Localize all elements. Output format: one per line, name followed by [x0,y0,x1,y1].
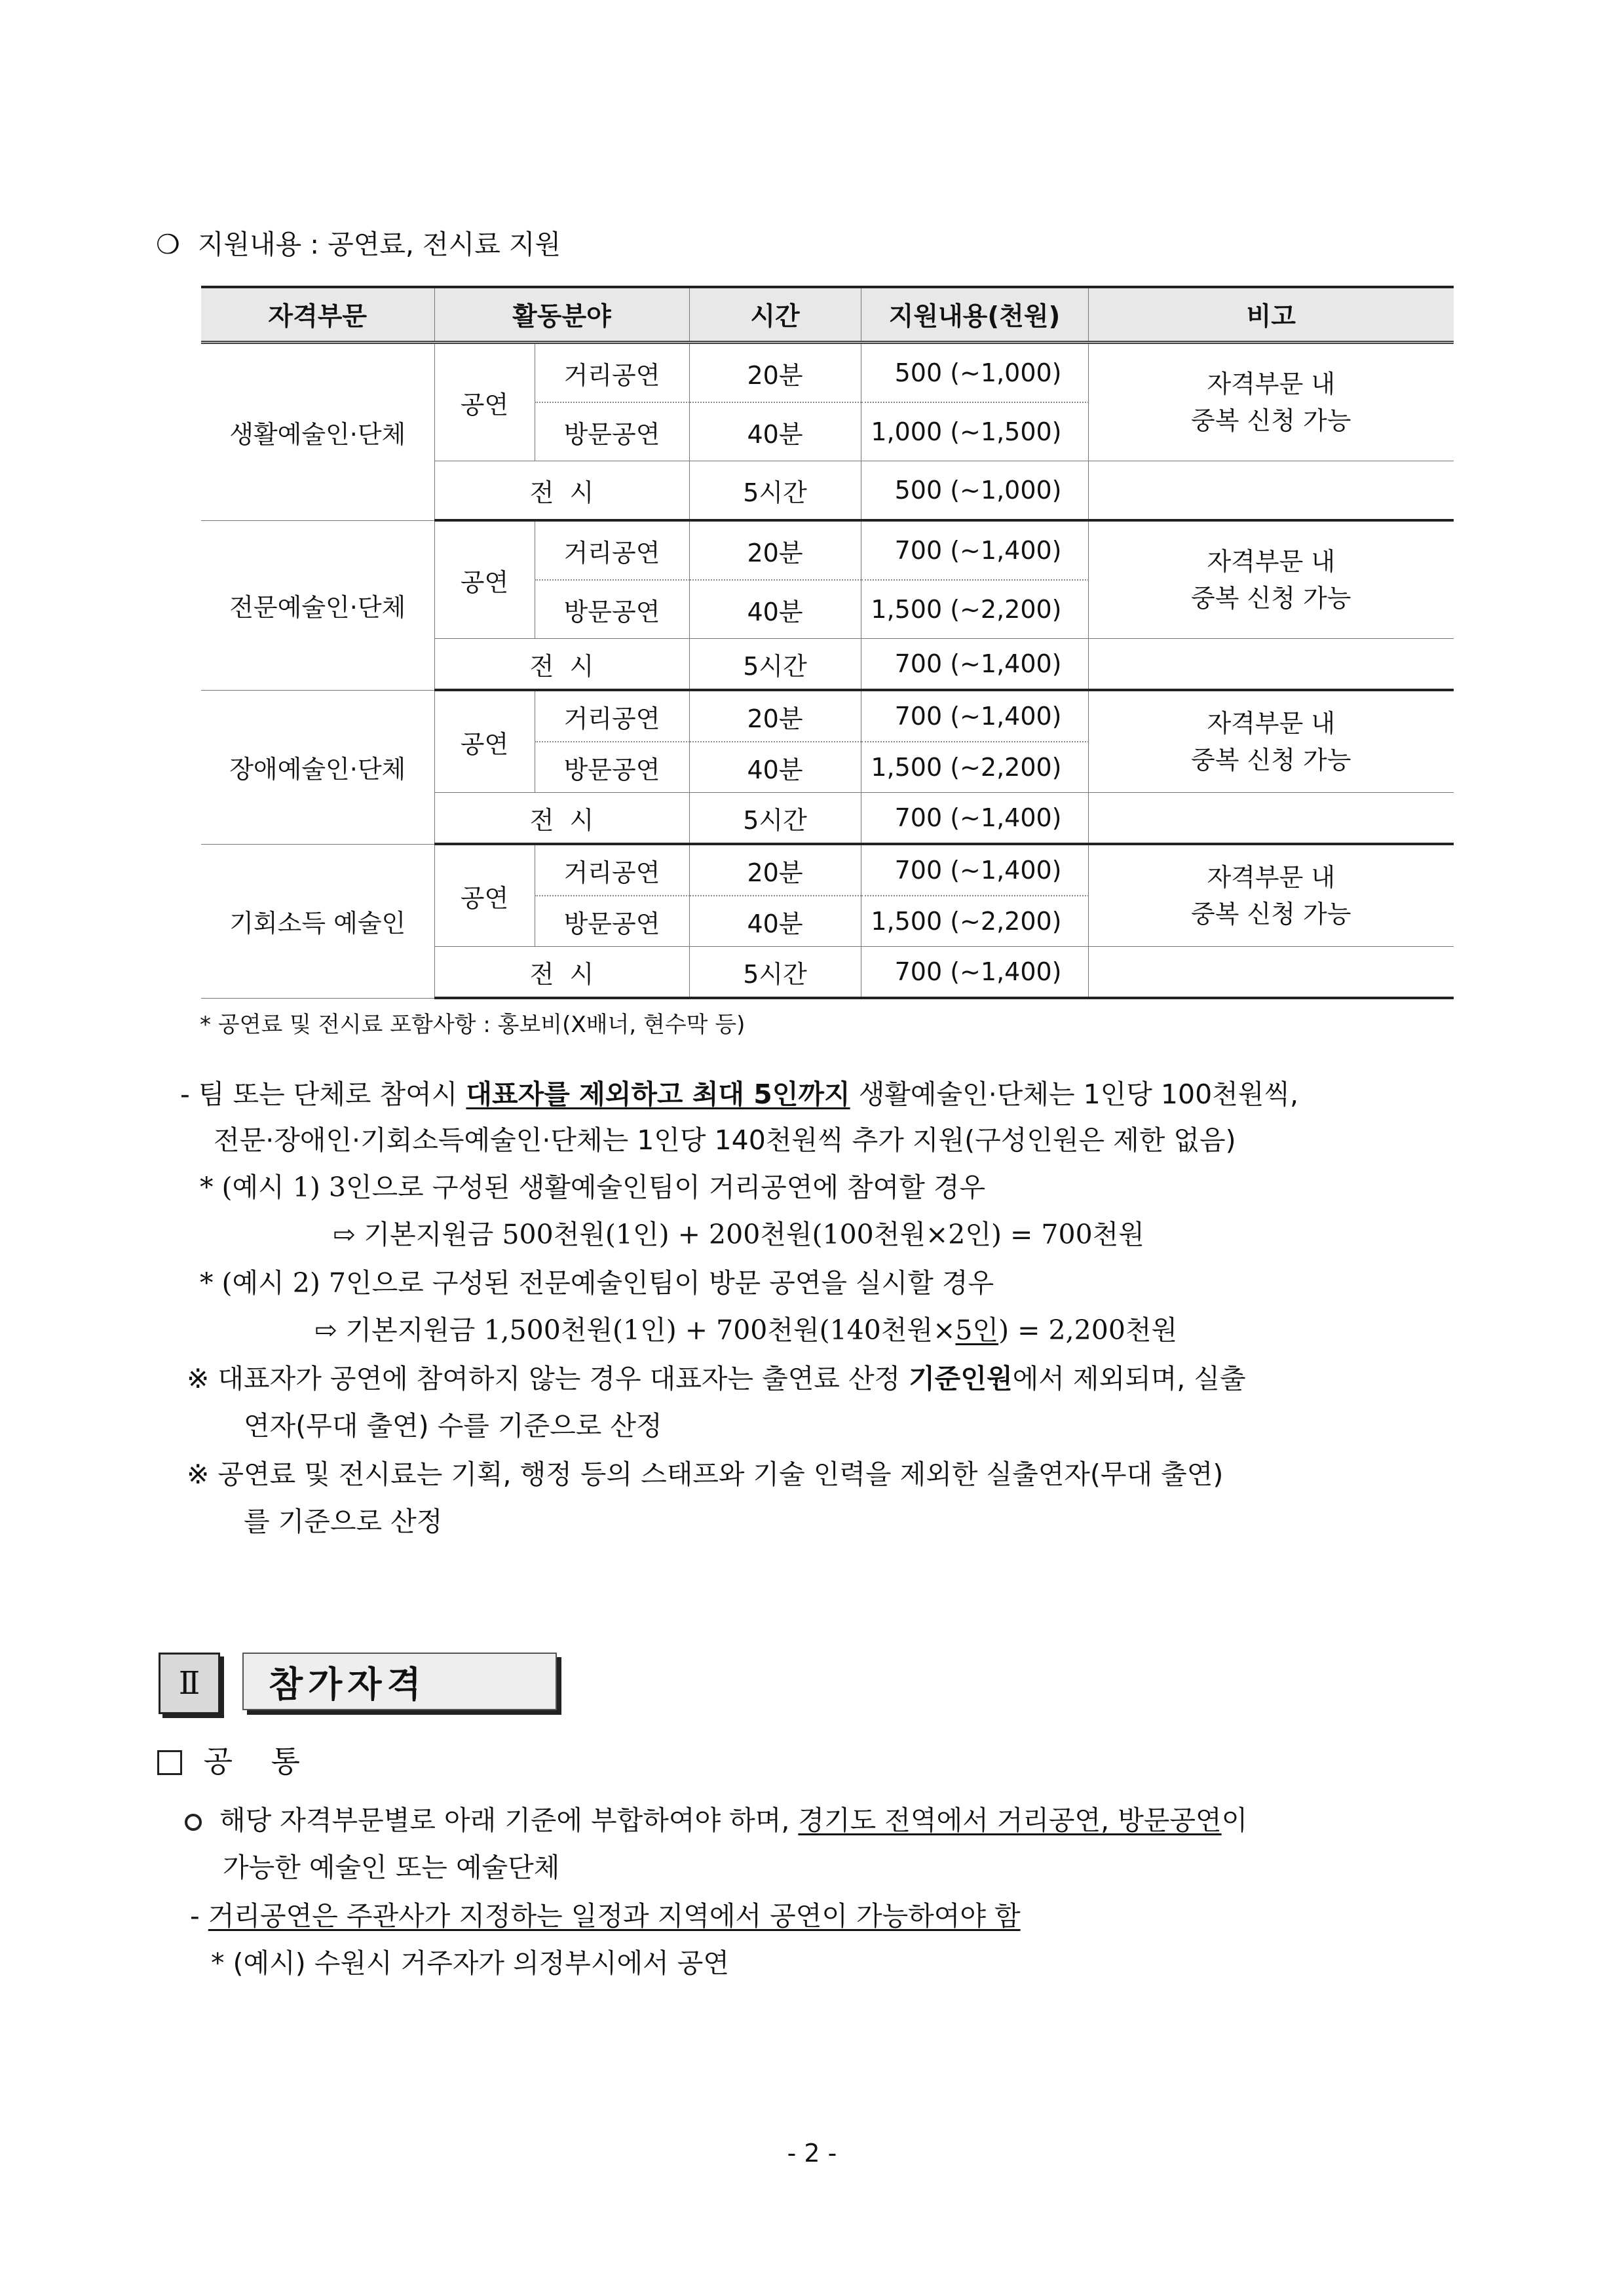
time-cell: 40분 [689,896,861,947]
note-line: 중복 신청 가능 [1191,900,1351,928]
note-cell [1088,844,1454,947]
note-line: 자격부문 내 [1207,863,1336,892]
note-2-line-1: ※ 공연료 및 전시료는 기획, 행정 등의 스태프와 기술 인력을 제외한 실출연자(무대 출연) [187,1459,1224,1490]
note-line: 중복 신청 가능 [1191,406,1351,435]
time-cell: 5시간 [689,639,861,691]
note-empty-cell [1088,461,1454,521]
activity-cell: 거리공연 [535,844,689,896]
activity-cell: 방문공연 [535,896,689,947]
common-item-1-line-2: 가능한 예술인 또는 예술단체 [223,1852,560,1883]
time-cell: 5시간 [689,793,861,845]
category-cell: 전문예술인·단체 [201,520,434,690]
activity-cell: 방문공연 [535,402,689,461]
activity-cell: 거리공연 [535,690,689,742]
activity-cell: 거리공연 [535,343,689,403]
amount-cell: 1,500 (~2,200) [861,742,1088,793]
note-1-line-1 [187,1360,1246,1397]
amount-cell: 500 (~1,000) [861,461,1088,521]
item1-pre: 해당 자격부문별로 아래 기준에 부합하여야 하며, [219,1805,799,1836]
note-cell [1088,520,1454,639]
common-label: 공 통 [203,1744,300,1779]
note-line: 자격부문 내 [1207,547,1336,576]
activity-cell: 방문공연 [535,580,689,639]
time-cell: 20분 [689,690,861,742]
amount-cell: 500 (~1,000) [861,343,1088,403]
note-empty-cell [1088,639,1454,691]
intro-text: 지원내용 : 공연료, 전시료 지원 [197,229,561,260]
exhibit-cell: 전 시 [434,793,689,845]
header-amount: 지원내용(천원) [861,287,1088,343]
amount-cell: 700 (~1,400) [861,844,1088,896]
team-emphasis: 대표자를 제외하고 최대 5인까지 [466,1079,850,1110]
activity-cell: 거리공연 [535,520,689,580]
example-1-calc: ⇨ 기본지원금 500천원(1인) + 200천원(100천원×2인) = 700천원 [333,1219,1144,1250]
intro-line [156,226,561,263]
item1-underlined: 경기도 전역에서 거리공연, 방문공연 [798,1805,1222,1836]
amount-cell: 700 (~1,400) [861,520,1088,580]
amount-cell: 700 (~1,400) [861,947,1088,999]
activity-cell: 방문공연 [535,742,689,793]
category-cell: 장애예술인·단체 [201,690,434,844]
checkbox-icon [157,1750,182,1775]
amount-cell: 1,500 (~2,200) [861,896,1088,947]
category-cell: 기회소득 예술인 [201,844,434,998]
table-footnote: * 공연료 및 전시료 포함사항 : 홍보비(X배너, 현수막 등) [200,1012,746,1038]
table-row [201,690,1454,742]
calc-pre: ⇨ 기본지원금 1,500천원(1인) + 700천원(140천원× [314,1314,956,1346]
team-suffix: 생활예술인·단체는 1인당 100천원씩, [850,1079,1299,1110]
exhibit-cell: 전 시 [434,947,689,999]
note-line: 자격부문 내 [1207,709,1336,738]
perform-label-cell: 공연 [434,690,535,793]
note-2-line-2: 를 기준으로 산정 [244,1506,443,1537]
note-1-line-2: 연자(무대 출연) 수를 기준으로 산정 [244,1410,662,1442]
common-item-2 [190,1898,1021,1934]
intro-bullet-icon: ❍ [156,229,180,260]
note1-pre: ※ 대표자가 공연에 참여하지 않는 경우 대표자는 출연료 산정 [187,1363,909,1394]
note-empty-cell [1088,793,1454,845]
page-number: - 2 - [787,2139,837,2168]
calc-underlined: 5인 [955,1314,999,1346]
note-line: 중복 신청 가능 [1191,746,1351,775]
header-category: 자격부문 [201,287,434,343]
time-cell: 40분 [689,402,861,461]
team-line-2: 전문·장애인·기회소득예술인·단체는 1인당 140천원씩 추가 지원(구성인원은 제한 없음) [214,1124,1236,1156]
time-cell: 20분 [689,844,861,896]
note1-bold: 기준인원 [909,1363,1013,1394]
amount-cell: 700 (~1,400) [861,690,1088,742]
item2-underlined: 거리공연은 주관사가 지정하는 일정과 지역에서 공연이 가능하여야 함 [208,1900,1021,1932]
section-title: 참가자격 [242,1653,557,1710]
exhibit-cell: 전 시 [434,639,689,691]
amount-cell: 700 (~1,400) [861,793,1088,845]
example-2: * (예시 2) 7인으로 구성된 전문예술인팀이 방문 공연을 실시할 경우 [200,1267,994,1299]
perform-label-cell: 공연 [434,343,535,461]
note-line: 자격부문 내 [1207,370,1336,398]
note-empty-cell [1088,947,1454,999]
note-line: 중복 신청 가능 [1191,584,1351,613]
time-cell: 40분 [689,580,861,639]
table-row [201,844,1454,896]
perform-label-cell: 공연 [434,844,535,947]
table-header-row [201,287,1454,343]
time-cell: 5시간 [689,947,861,999]
section-number: Ⅱ [159,1653,220,1714]
table-row [201,520,1454,580]
time-cell: 20분 [689,343,861,403]
example-2-calc [314,1312,1177,1349]
note-cell [1088,343,1454,461]
support-table [201,286,1454,999]
amount-cell: 700 (~1,400) [861,639,1088,691]
common-heading [157,1743,300,1780]
category-cell: 생활예술인·단체 [201,343,434,521]
amount-cell: 1,500 (~2,200) [861,580,1088,639]
circle-bullet-icon [185,1814,202,1831]
header-time: 시간 [689,287,861,343]
perform-label-cell: 공연 [434,520,535,639]
common-item-3: * (예시) 수원시 거주자가 의정부시에서 공연 [211,1947,729,1979]
note-cell [1088,690,1454,793]
header-activity: 활동분야 [434,287,689,343]
item2-dash: - [190,1900,208,1932]
calc-post: ) = 2,200천원 [998,1314,1178,1346]
table-row [201,343,1454,403]
item1-post: 이 [1221,1805,1248,1836]
example-1: * (예시 1) 3인으로 구성된 생활예술인팀이 거리공연에 참여할 경우 [200,1172,986,1203]
time-cell: 40분 [689,742,861,793]
team-line-1 [180,1076,1298,1113]
common-item-1 [185,1802,1247,1839]
note1-post: 에서 제외되며, 실출 [1012,1363,1246,1394]
time-cell: 20분 [689,520,861,580]
time-cell: 5시간 [689,461,861,521]
team-prefix: - 팀 또는 단체로 참여시 [180,1079,466,1110]
exhibit-cell: 전 시 [434,461,689,521]
amount-cell: 1,000 (~1,500) [861,402,1088,461]
header-note: 비고 [1088,287,1454,343]
